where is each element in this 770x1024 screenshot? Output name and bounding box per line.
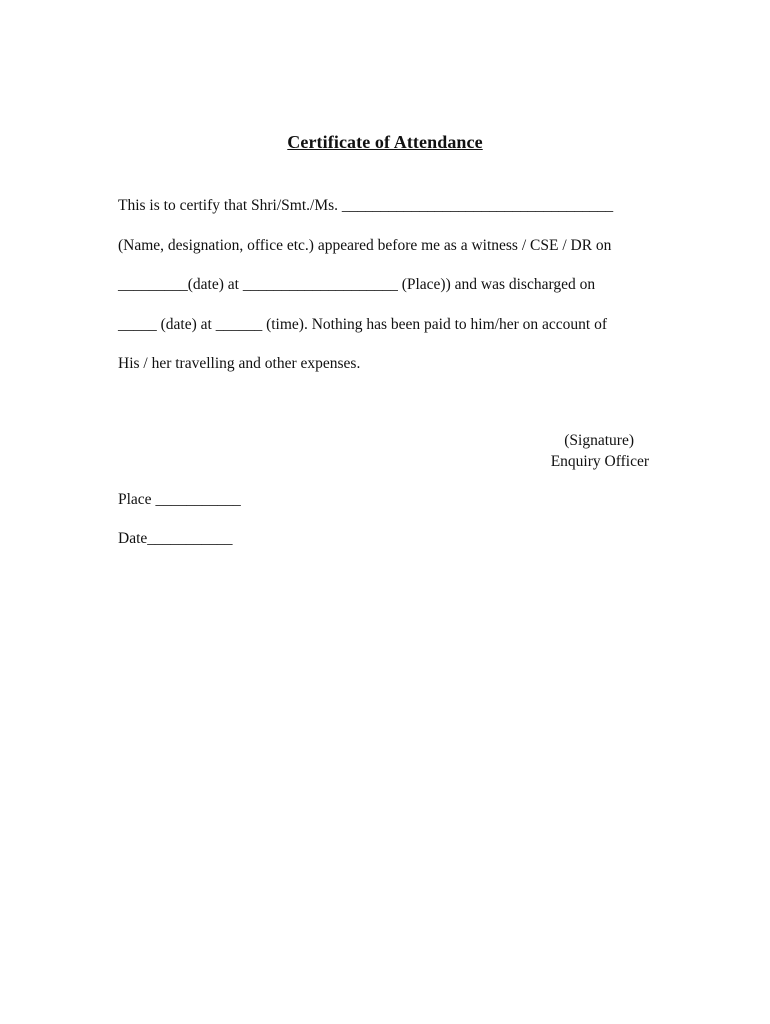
signature-label: (Signature) [564,432,634,449]
body-line: This is to certify that Shri/Smt./Ms. ___________________________________ [118,197,614,214]
body-line: _________(date) at ____________________ (Place)) and was discharged on [118,276,596,293]
footer-fields [118,490,241,568]
place-field: Place ___________ [118,491,241,508]
date-field: Date___________ [118,530,233,547]
signature-block [551,430,649,472]
body-line: (Name, designation, office etc.) appeared before me as a witness / CSE / DR on [118,236,612,254]
body-line: _____ (date) at ______ (time). Nothing has been paid to him/her on account of [118,315,607,333]
certificate-body [118,196,678,394]
document-title: Certificate of Attendance [287,132,483,152]
body-line: His / her travelling and other expenses. [118,355,361,372]
signatory-title: Enquiry Officer [550,453,649,470]
